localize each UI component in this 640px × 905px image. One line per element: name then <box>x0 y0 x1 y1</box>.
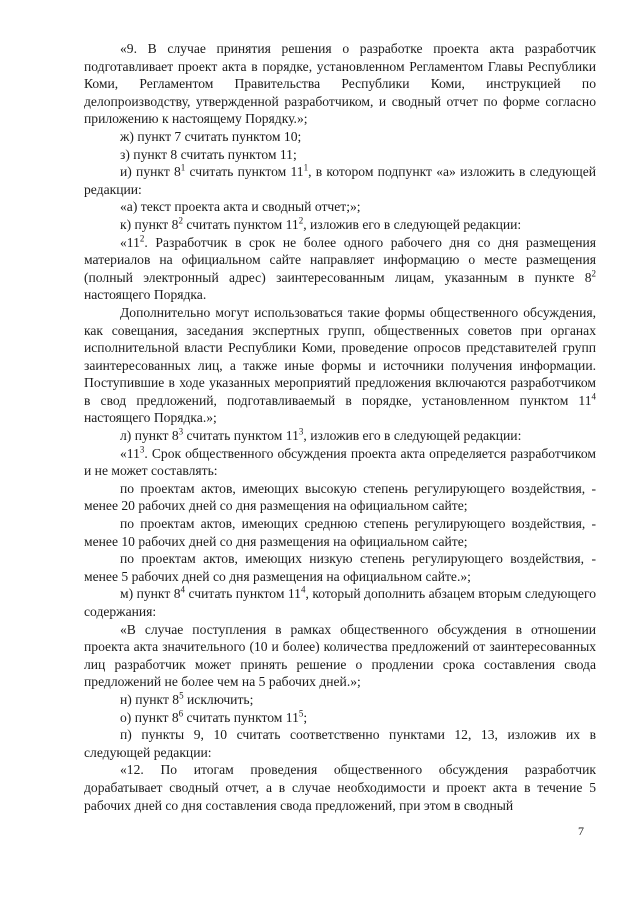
superscript: 2 <box>139 233 145 243</box>
paragraph <box>84 515 596 550</box>
text-run: по проектам актов, имеющих низкую степень регулирующего воздействия, - менее 5 рабочих дней со дня размещения на официальном сайте.»; <box>84 551 596 584</box>
paragraph <box>84 761 596 814</box>
paragraph <box>84 585 596 620</box>
text-run: по проектам актов, имеющих высокую степень регулирующего воздействия, - менее 20 рабочих дней со дня размещения на официальном сайте; <box>84 480 596 514</box>
superscript: 3 <box>298 426 304 437</box>
superscript: 4 <box>180 584 186 595</box>
text-run: считать пунктом 11 <box>185 586 301 602</box>
text-run: з) пункт 8 считать пунктом 11; <box>120 146 297 162</box>
text-run: исключить; <box>183 691 254 707</box>
paragraph <box>84 550 596 585</box>
paragraph <box>84 427 596 445</box>
superscript: 2 <box>591 268 596 279</box>
text-run: настоящего Порядка.»; <box>84 410 217 426</box>
superscript: 4 <box>300 584 306 595</box>
text-run: «В случае поступления в рамках общественного обсуждения в отношении проекта акта значительного (10 и более) количества предложений от заинтересованных лиц разработчик может принять решение о продлении срока составления свода предложений не более чем на 5 рабочих дней.»; <box>84 621 596 690</box>
paragraph <box>84 198 596 216</box>
superscript: 5 <box>179 690 184 701</box>
superscript: 2 <box>298 215 304 226</box>
text-run: считать пунктом 11 <box>182 216 299 232</box>
text-run: «11 <box>120 445 140 461</box>
text-run: настоящего Порядка. <box>84 287 207 303</box>
paragraph <box>84 445 596 480</box>
text-run: по проектам актов, имеющих среднюю степень регулирующего воздействия, - менее 10 рабочих дней со дня размещения на официальном сайте; <box>84 516 596 549</box>
page-number: 7 <box>578 824 584 838</box>
text-run: и) пункт 8 <box>120 164 181 180</box>
paragraph <box>84 709 596 727</box>
text-run: ж) пункт 7 считать пунктом 10; <box>120 128 302 144</box>
text-run: о) пункт 8 <box>120 709 179 725</box>
superscript: 6 <box>178 708 184 719</box>
paragraph <box>84 691 596 709</box>
paragraph <box>84 146 596 164</box>
paragraph <box>84 304 596 427</box>
text-run: м) пункт 8 <box>120 586 181 602</box>
text-run: считать пунктом 11 <box>183 709 299 725</box>
paragraph <box>84 128 596 146</box>
text-run: к) пункт 8 <box>120 216 179 232</box>
text-run: , в котором подпункт «а» изложить в следующей редакции: <box>84 164 596 197</box>
superscript: 2 <box>178 215 183 226</box>
superscript: 3 <box>178 426 184 437</box>
text-run: ; <box>303 709 308 725</box>
document-text <box>84 40 596 814</box>
paragraph <box>84 234 596 304</box>
paragraph <box>84 621 596 691</box>
text-run: считать пунктом 11 <box>183 428 299 444</box>
paragraph <box>84 480 596 515</box>
text-run: считать пунктом 11 <box>185 164 304 180</box>
text-run: «а) текст проекта акта и сводный отчет;»; <box>120 199 361 215</box>
text-run: Дополнительно могут использоваться такие формы общественного обсуждения, как совещания, заседания экспертных групп, общественных советов при органах исполнительной власти Республики Коми, проведение опросов представителей групп заинтересованных лиц, а также иные формы и источники получения информации. Поступившие в ходе указанных мероприятий предложения включаются разработчиком в свод предложений, подготавливаемый в порядке, установленном пунктом 11 <box>84 304 596 408</box>
text-run: . Разработчик в срок не более одного рабочего дня со дня размещения материалов на официальном сайте направляет информацию о месте размещения (полный электронный адрес) заинтересованным лицам, указанным в пункте 8 <box>84 234 596 285</box>
text-run: , изложив его в следующей редакции: <box>303 216 522 232</box>
superscript: 1 <box>180 162 186 173</box>
text-run: «11 <box>120 234 140 250</box>
text-run: л) пункт 8 <box>120 428 179 444</box>
superscript: 3 <box>139 444 145 455</box>
superscript: 1 <box>303 162 309 173</box>
superscript: 5 <box>298 708 304 719</box>
text-run: п) пункты 9, 10 считать соответственно пунктами 12, 13, изложив их в следующей редакции: <box>84 727 596 760</box>
paragraph <box>84 726 596 761</box>
text-run: «9. В случае принятия решения о разработке проекта акта разработчик подготавливает проект акта в порядке, установленном Регламентом Главы Республики Коми, Регламентом Правительства Республики Коми, инструкцией по делопроизводству, утвержденной разработчиком, и сводный отчет по форме согласно приложению к настоящему Порядку.»; <box>84 41 596 127</box>
paragraph <box>84 216 596 234</box>
text-run: н) пункт 8 <box>120 691 180 707</box>
paragraph <box>84 40 596 128</box>
paragraph <box>84 163 596 198</box>
superscript: 4 <box>591 391 596 402</box>
text-run: , который дополнить абзацем вторым следующего содержания: <box>84 586 596 619</box>
text-run: «12. По итогам проведения общественного обсуждения разработчик дорабатывает сводный отчет, а в случае необходимости и проект акта в течение 5 рабочих дней со дня составления свода предложений, при этом в сводный <box>84 762 596 813</box>
text-run: . Срок общественного обсуждения проекта акта определяется разработчиком и не может составлять: <box>84 445 596 479</box>
text-run: , изложив его в следующей редакции: <box>303 428 522 444</box>
